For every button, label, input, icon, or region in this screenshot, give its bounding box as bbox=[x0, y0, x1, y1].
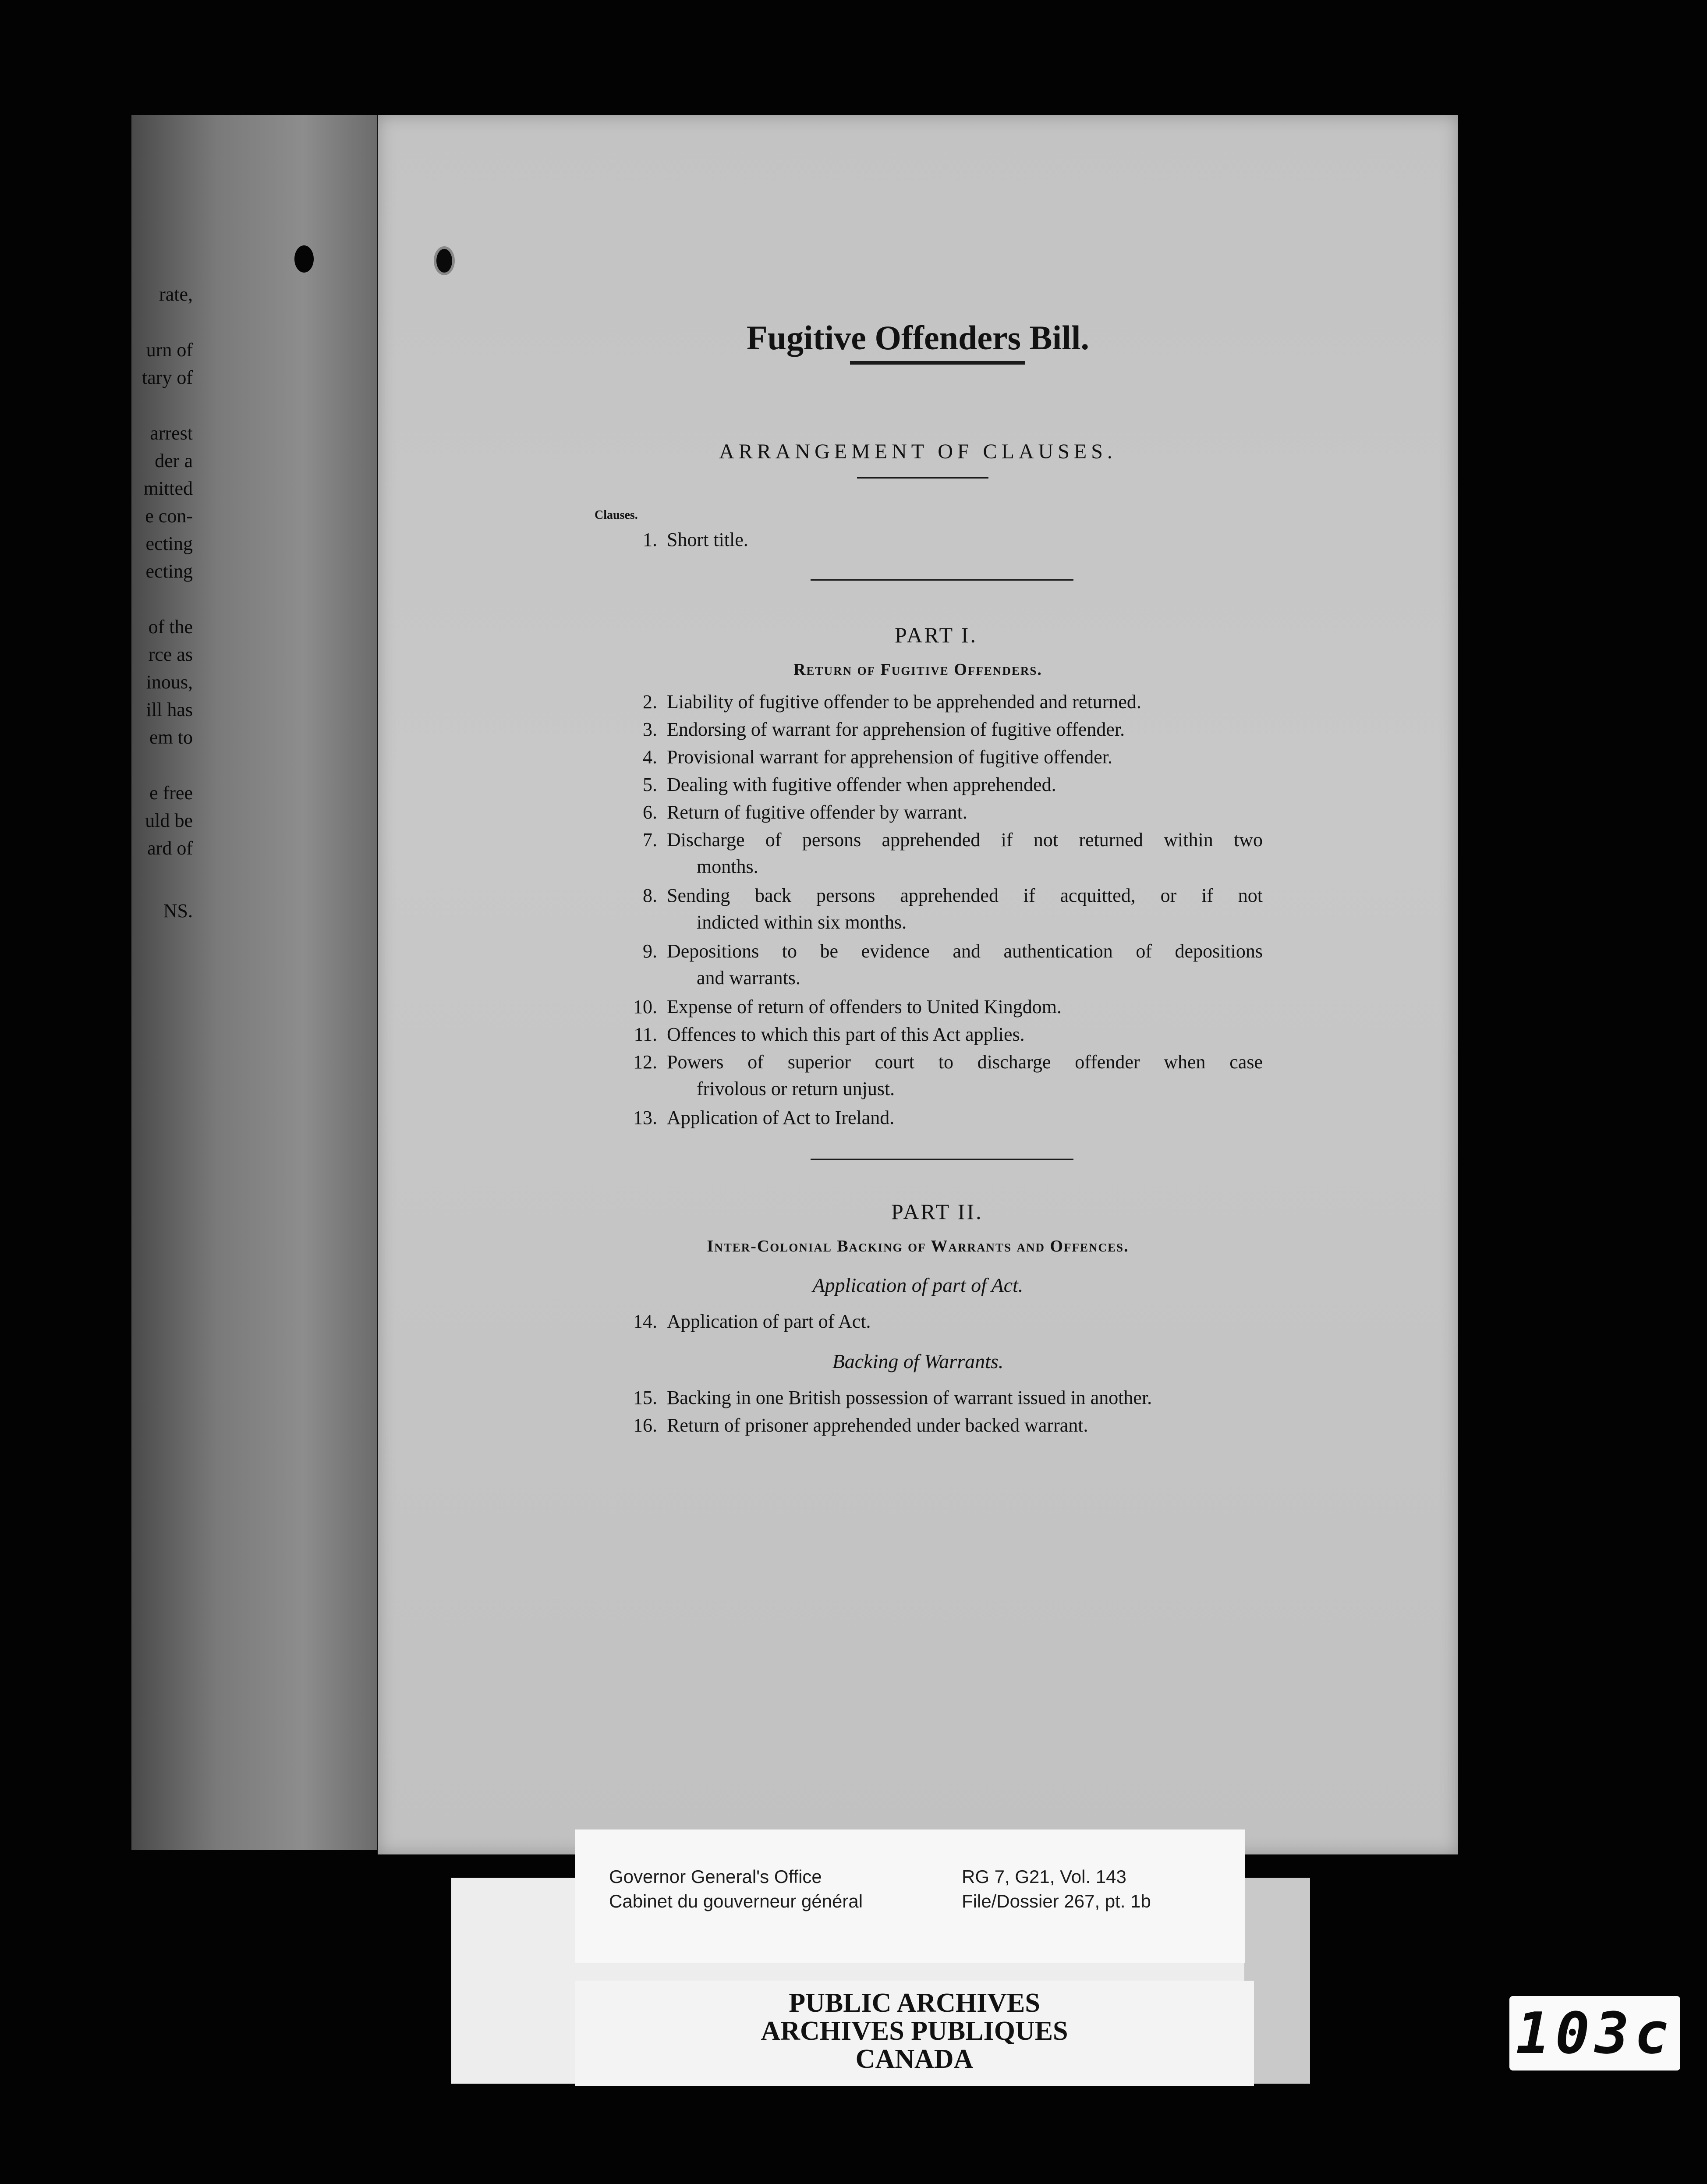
left-page-fragment: of the bbox=[148, 616, 193, 638]
clause-text-continued: and warrants. bbox=[697, 967, 801, 989]
clause-text: Short title. bbox=[667, 529, 748, 550]
left-page-fragment: rate, bbox=[159, 284, 193, 305]
clause-text: Discharge of persons apprehended if not returned within two bbox=[667, 829, 1263, 851]
left-page-fragment: ecting bbox=[145, 533, 193, 554]
office-name-fr: Cabinet du gouverneur général bbox=[609, 1891, 863, 1911]
part1-subheading: Return of Fugitive Offenders. bbox=[793, 660, 1042, 679]
clause-text: Depositions to be evidence and authentication of depositions bbox=[667, 940, 1263, 962]
clause-text: Backing in one British possession of warrant issued in another. bbox=[667, 1387, 1152, 1408]
clause-number: 6. bbox=[643, 801, 657, 823]
stamp-line: PUBLIC ARCHIVES bbox=[789, 1988, 1040, 2018]
clause-text: Provisional warrant for apprehension of fugitive offender. bbox=[667, 746, 1113, 768]
arrangement-heading: ARRANGEMENT OF CLAUSES. bbox=[719, 440, 1117, 463]
clause-number: 3. bbox=[643, 719, 657, 740]
left-page-fragment: arrest bbox=[150, 422, 193, 444]
clause-text-continued: frivolous or return unjust. bbox=[697, 1078, 895, 1099]
left-page-fragment: rce as bbox=[148, 644, 193, 665]
left-page-fragment: NS. bbox=[163, 900, 193, 922]
left-page-fragment: ill has bbox=[146, 699, 193, 720]
left-page-fragment: mitted bbox=[143, 478, 193, 499]
left-facing-page bbox=[131, 115, 377, 1850]
clause-number: 9. bbox=[643, 940, 657, 962]
clause-text: Powers of superior court to discharge offender when case bbox=[667, 1051, 1263, 1073]
left-page-fragment: der a bbox=[155, 450, 193, 472]
clause-number: 4. bbox=[643, 746, 657, 768]
clause-number: 7. bbox=[643, 829, 657, 851]
part2-heading: PART II. bbox=[891, 1199, 983, 1224]
clause-text: Return of prisoner apprehended under backed warrant. bbox=[667, 1415, 1088, 1436]
clause-number: 8. bbox=[643, 885, 657, 906]
clause-text-continued: indicted within six months. bbox=[697, 911, 907, 933]
part1-heading: PART I. bbox=[895, 623, 977, 647]
punch-hole bbox=[294, 245, 314, 273]
left-page-fragment: urn of bbox=[146, 339, 193, 361]
page-title: Fugitive Offenders Bill. bbox=[746, 319, 1090, 357]
clause-text: Application of Act to Ireland. bbox=[667, 1107, 895, 1128]
clause-text: Return of fugitive offender by warrant. bbox=[667, 801, 967, 823]
section-title: Backing of Warrants. bbox=[832, 1350, 1004, 1372]
punch-hole bbox=[434, 246, 455, 275]
stamp-line: CANADA bbox=[855, 2044, 974, 2074]
record-reference: RG 7, G21, Vol. 143 bbox=[962, 1866, 1126, 1887]
clause-text: Liability of fugitive offender to be apprehended and returned. bbox=[667, 691, 1141, 713]
title-rule bbox=[850, 361, 1025, 365]
clause-text: Application of part of Act. bbox=[667, 1311, 871, 1332]
clause-number: 10. bbox=[633, 996, 657, 1018]
clause-text: Sending back persons apprehended if acquitted, or if not bbox=[667, 885, 1263, 906]
clause-text: Dealing with fugitive offender when apprehended. bbox=[667, 774, 1056, 795]
left-page-fragment: e free bbox=[149, 782, 193, 804]
clause-number: 16. bbox=[633, 1415, 657, 1436]
frame-number-badge bbox=[1509, 1996, 1680, 2071]
left-page-fragment: ard of bbox=[147, 837, 193, 859]
label-backing-right bbox=[1244, 1878, 1310, 2084]
left-page-fragment: ecting bbox=[145, 560, 193, 582]
clause-number: 1. bbox=[643, 529, 657, 550]
left-page-fragment: uld be bbox=[145, 810, 193, 831]
left-page-fragment: inous, bbox=[146, 671, 193, 693]
file-reference: File/Dossier 267, pt. 1b bbox=[962, 1891, 1151, 1911]
left-page-fragment: tary of bbox=[142, 367, 193, 388]
frame-number: 103c bbox=[1516, 2000, 1674, 2067]
part2-subheading: Inter-Colonial Backing of Warrants and Offences. bbox=[707, 1237, 1129, 1255]
clause-number: 5. bbox=[643, 774, 657, 795]
clause-number: 15. bbox=[633, 1387, 657, 1408]
subtitle-rule bbox=[857, 477, 988, 479]
section-divider bbox=[811, 1159, 1073, 1160]
clauses-label: Clauses. bbox=[595, 508, 638, 522]
clause-number: 13. bbox=[633, 1107, 657, 1128]
stamp-line: ARCHIVES PUBLIQUES bbox=[761, 2016, 1068, 2046]
section-divider bbox=[811, 579, 1073, 581]
clause-text: Endorsing of warrant for apprehension of fugitive offender. bbox=[667, 719, 1125, 740]
document-page bbox=[378, 115, 1458, 1854]
clause-number: 2. bbox=[643, 691, 657, 713]
section-title: Application of part of Act. bbox=[812, 1274, 1023, 1296]
left-page-fragment: em to bbox=[149, 727, 193, 748]
office-name-en: Governor General's Office bbox=[609, 1866, 822, 1887]
clause-text: Expense of return of offenders to United Kingdom. bbox=[667, 996, 1062, 1018]
clause-text-continued: months. bbox=[697, 856, 758, 877]
clause-text: Offences to which this part of this Act applies. bbox=[667, 1024, 1025, 1045]
left-page-fragment: e con- bbox=[145, 505, 193, 527]
clause-number: 11. bbox=[634, 1024, 657, 1045]
clause-number: 12. bbox=[633, 1051, 657, 1073]
clause-number: 14. bbox=[633, 1311, 657, 1332]
